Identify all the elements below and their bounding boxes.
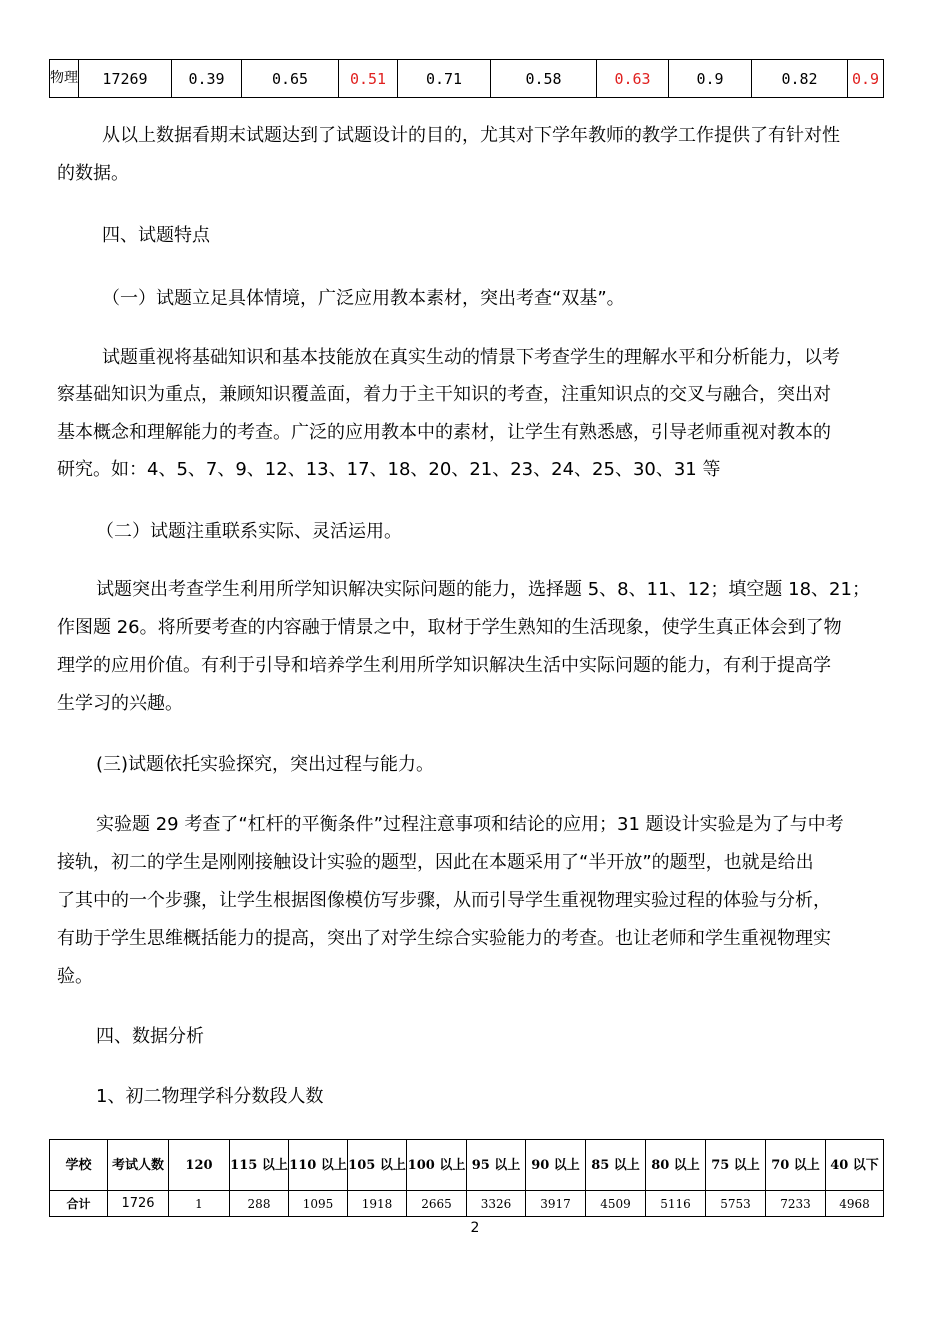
header-cell: 75 以上 bbox=[706, 1140, 766, 1191]
table-cell: 0.82 bbox=[752, 60, 848, 98]
paragraph-line: 作图题 26。将所要考查的内容融于情景之中，取材于学生熟知的生活现象，使学生真正体会到了物 bbox=[57, 617, 842, 638]
header-cell: 学校 bbox=[50, 1140, 108, 1191]
table-cell: 1 bbox=[169, 1191, 230, 1217]
header-cell: 115 以上 bbox=[230, 1140, 289, 1191]
header-cell: 考试人数 bbox=[108, 1140, 169, 1191]
table-cell: 4968 bbox=[826, 1191, 884, 1217]
table-cell: 0.9 bbox=[848, 60, 884, 98]
table-cell: 合计 bbox=[50, 1191, 108, 1217]
paragraph-line: 从以上数据看期末试题达到了试题设计的目的，尤其对下学年教师的教学工作提供了有针对性 bbox=[102, 125, 840, 146]
header-cell: 120 bbox=[169, 1140, 230, 1191]
paragraph-line: 实验题 29 考查了“杠杆的平衡条件”过程注意事项和结论的应用；31 题设计实验是为了与中考 bbox=[96, 814, 844, 835]
header-cell: 95 以上 bbox=[467, 1140, 526, 1191]
header-cell: 40 以下 bbox=[826, 1140, 884, 1191]
subsection-heading: (三)试题依托实验探究，突出过程与能力。 bbox=[96, 754, 435, 775]
subsection-heading: 1、初二物理学科分数段人数 bbox=[96, 1086, 324, 1107]
table-cell: 0.71 bbox=[398, 60, 491, 98]
table-header-row bbox=[50, 1140, 884, 1191]
section-heading: 四、试题特点 bbox=[102, 225, 210, 246]
table-cell: 5116 bbox=[646, 1191, 706, 1217]
table-cell: 0.65 bbox=[242, 60, 339, 98]
table-cell: 1095 bbox=[289, 1191, 348, 1217]
table-cell: 1726 bbox=[108, 1191, 169, 1217]
table-cell: 3326 bbox=[467, 1191, 526, 1217]
paragraph-line: 验。 bbox=[57, 966, 93, 987]
table-cell: 5753 bbox=[706, 1191, 766, 1217]
header-cell: 105 以上 bbox=[348, 1140, 407, 1191]
table-cell: 0.51 bbox=[339, 60, 398, 98]
paragraph-line: 基本概念和理解能力的考查。广泛的应用教本中的素材，让学生有熟悉感，引导老师重视对教本的 bbox=[57, 422, 831, 443]
header-cell: 85 以上 bbox=[586, 1140, 646, 1191]
table-cell: 0.58 bbox=[491, 60, 597, 98]
paragraph-line: 试题重视将基础知识和基本技能放在真实生动的情景下考查学生的理解水平和分析能力，以考 bbox=[102, 347, 840, 368]
score-distribution-table bbox=[49, 1139, 884, 1217]
table-row bbox=[50, 60, 884, 98]
header-cell: 70 以上 bbox=[766, 1140, 826, 1191]
paragraph-line: 研究。如：4、5、7、9、12、13、17、18、20、21、23、24、25、30、31 等 bbox=[57, 459, 721, 480]
paragraph-line: 试题突出考查学生利用所学知识解决实际问题的能力，选择题 5、8、11、12；填空题 18、21； bbox=[96, 579, 870, 600]
table-cell: 17269 bbox=[79, 60, 172, 98]
table-cell: 4509 bbox=[586, 1191, 646, 1217]
table-row bbox=[50, 1191, 884, 1217]
table-cell: 7233 bbox=[766, 1191, 826, 1217]
section-heading: 四、数据分析 bbox=[96, 1026, 204, 1047]
table-cell: 3917 bbox=[526, 1191, 586, 1217]
top-score-table bbox=[49, 59, 884, 98]
subsection-heading: （二）试题注重联系实际、灵活运用。 bbox=[96, 521, 402, 542]
paragraph-line: 了其中的一个步骤，让学生根据图像模仿写步骤，从而引导学生重视物理实验过程的体验与分析， bbox=[57, 890, 831, 911]
paragraph-line: 生学习的兴趣。 bbox=[57, 693, 183, 714]
paragraph-line: 有助于学生思维概括能力的提高，突出了对学生综合实验能力的考查。也让老师和学生重视物理实 bbox=[57, 928, 831, 949]
header-cell: 100 以上 bbox=[407, 1140, 467, 1191]
paragraph-line: 理学的应用价值。有利于引导和培养学生利用所学知识解决生活中实际问题的能力，有利于提高学 bbox=[57, 655, 831, 676]
table-cell: 0.9 bbox=[669, 60, 752, 98]
table-cell: 2665 bbox=[407, 1191, 467, 1217]
paragraph-line: 察基础知识为重点，兼顾知识覆盖面，着力于主干知识的考查，注重知识点的交叉与融合，突出对 bbox=[57, 384, 831, 405]
header-cell: 110 以上 bbox=[289, 1140, 348, 1191]
header-cell: 80 以上 bbox=[646, 1140, 706, 1191]
paragraph-line: 的数据。 bbox=[57, 163, 129, 184]
table-cell: 1918 bbox=[348, 1191, 407, 1217]
subsection-heading: （一）试题立足具体情境，广泛应用教本素材，突出考查“双基”。 bbox=[102, 288, 625, 309]
table-cell: 0.63 bbox=[597, 60, 669, 98]
paragraph-line: 接轨，初二的学生是刚刚接触设计实验的题型，因此在本题采用了“半开放”的题型，也就是给出 bbox=[57, 852, 814, 873]
table-cell: 288 bbox=[230, 1191, 289, 1217]
table-cell: 0.39 bbox=[172, 60, 242, 98]
subject-cell: 物理 bbox=[50, 60, 79, 98]
page-number: 2 bbox=[470, 1220, 480, 1236]
header-cell: 90 以上 bbox=[526, 1140, 586, 1191]
